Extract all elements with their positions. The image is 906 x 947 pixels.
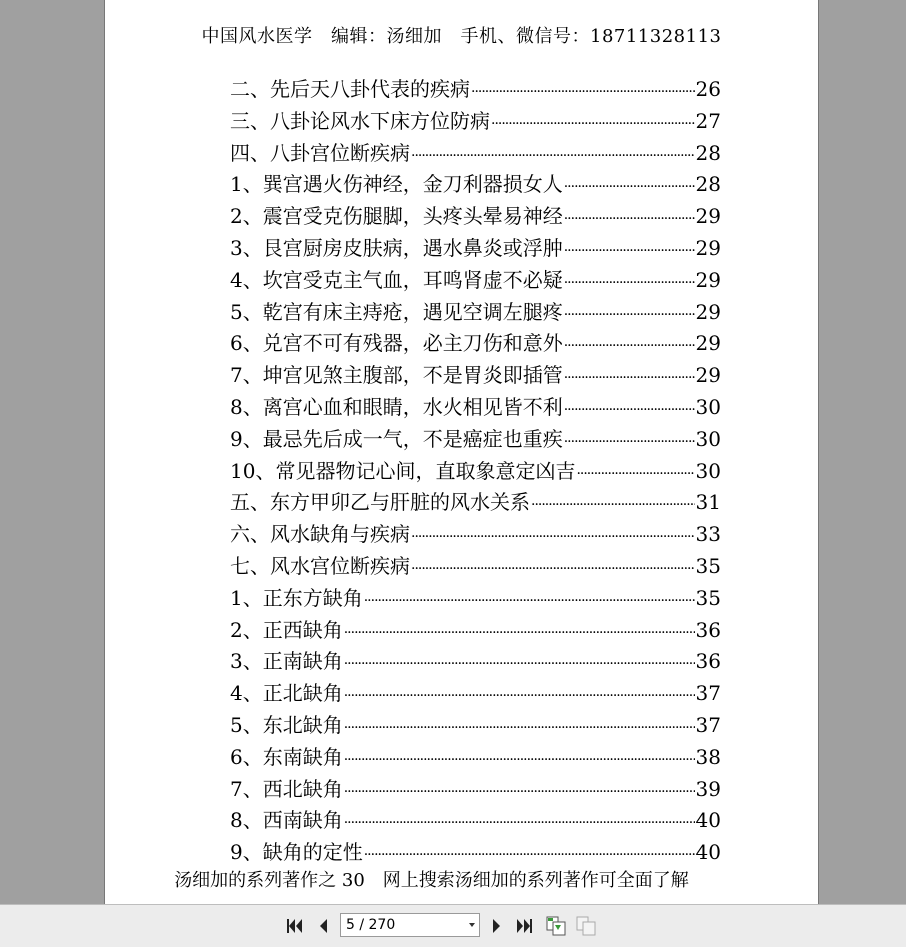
toc-entry-page: 29	[695, 331, 721, 356]
toc-entry[interactable]	[230, 391, 721, 423]
toc-entry-title: 9、最忌先后成一气，不是癌症也重疾	[230, 426, 563, 451]
toc-entry-page: 33	[695, 522, 721, 547]
toc-entry-title: 4、正北缺角	[230, 681, 343, 706]
toc-entry-page: 31	[695, 490, 721, 515]
toc-entry-page: 36	[695, 617, 721, 642]
toc-entry-title: 四、八卦宫位断疾病	[230, 140, 410, 165]
toc-leader-dots	[411, 561, 695, 577]
toc-entry-page: 35	[695, 585, 721, 610]
page-footer: 汤细加的系列著作之 30 网上搜索汤细加的系列著作可全面了解	[174, 870, 689, 891]
toc-entry[interactable]	[230, 232, 721, 264]
toc-leader-dots	[344, 720, 695, 736]
toc-entry-page: 30	[695, 426, 721, 451]
toc-entry[interactable]	[230, 804, 721, 836]
toc-entry-page: 37	[695, 712, 721, 737]
fit-width-button[interactable]	[575, 915, 597, 937]
toc-entry[interactable]	[230, 614, 721, 646]
first-page-button[interactable]	[284, 915, 306, 937]
toc-entry-title: 2、震宫受克伤腿脚，头疼头晕易神经	[230, 204, 563, 229]
next-page-button[interactable]	[486, 915, 508, 937]
toc-entry-page: 29	[695, 267, 721, 292]
toc-leader-dots	[564, 307, 695, 323]
toc-leader-dots	[564, 434, 695, 450]
page-header: 中国风水医学 编辑：汤细加 手机、微信号：18711328113	[201, 26, 722, 47]
toc-leader-dots	[564, 243, 695, 259]
toc-entry-page: 28	[695, 172, 721, 197]
toc-leader-dots	[576, 466, 694, 482]
toc-entry[interactable]	[230, 836, 721, 868]
toc-entry-page: 28	[695, 140, 721, 165]
last-page-button[interactable]	[513, 915, 535, 937]
toc-entry[interactable]	[230, 677, 721, 709]
toc-leader-dots	[564, 402, 695, 418]
toc-entry-title: 六、风水缺角与疾病	[230, 522, 410, 547]
toc-entry[interactable]	[230, 550, 721, 582]
toc-leader-dots	[531, 497, 695, 513]
fit-page-icon	[545, 915, 567, 937]
toc-entry[interactable]	[230, 741, 721, 773]
toc-entry-page: 40	[695, 808, 721, 833]
toc-entry-title: 6、东南缺角	[230, 744, 343, 769]
toc-leader-dots	[564, 211, 695, 227]
toc-entry-title: 五、东方甲卯乙与肝脏的风水关系	[230, 490, 530, 515]
toc-entry[interactable]	[230, 137, 721, 169]
toc-entry-title: 7、西北缺角	[230, 776, 343, 801]
toc-leader-dots	[411, 529, 695, 545]
prev-page-icon	[317, 918, 329, 934]
toc-entry-title: 七、风水宫位断疾病	[230, 553, 410, 578]
toc-entry[interactable]	[230, 486, 721, 518]
toc-entry-title: 8、西南缺角	[230, 808, 343, 833]
toc-leader-dots	[491, 116, 695, 132]
toc-entry-page: 37	[695, 681, 721, 706]
toc-leader-dots	[344, 688, 695, 704]
toc-entry-page: 29	[695, 299, 721, 324]
toc-entry[interactable]	[230, 423, 721, 455]
toc-entry[interactable]	[230, 773, 721, 805]
toc-entry-page: 36	[695, 649, 721, 674]
toc-leader-dots	[344, 656, 695, 672]
document-page	[104, 0, 819, 904]
toc-leader-dots	[344, 625, 695, 641]
toc-entry[interactable]	[230, 645, 721, 677]
toc-leader-dots	[411, 148, 695, 164]
toc-entry-page: 30	[695, 458, 721, 483]
toc-entry-title: 2、正西缺角	[230, 617, 343, 642]
toc-entry[interactable]	[230, 168, 721, 200]
table-of-contents	[230, 73, 721, 868]
toc-entry-page: 29	[695, 204, 721, 229]
toc-entry-page: 30	[695, 394, 721, 419]
toc-entry-page: 29	[695, 235, 721, 260]
toc-entry[interactable]	[230, 264, 721, 296]
toc-entry-title: 三、八卦论风水下床方位防病	[230, 108, 490, 133]
toc-entry-title: 5、东北缺角	[230, 712, 343, 737]
toc-entry[interactable]	[230, 105, 721, 137]
toc-entry[interactable]	[230, 73, 721, 105]
toc-leader-dots	[344, 815, 695, 831]
toc-entry-page: 26	[695, 77, 721, 101]
toc-entry[interactable]	[230, 296, 721, 328]
toc-entry[interactable]	[230, 327, 721, 359]
toc-entry[interactable]	[230, 518, 721, 550]
fit-width-icon	[575, 915, 597, 937]
toc-entry-title: 6、兑宫不可有残器，必主刀伤和意外	[230, 331, 563, 356]
toc-leader-dots	[364, 593, 695, 609]
toc-leader-dots	[344, 784, 695, 800]
toc-leader-dots	[471, 84, 695, 100]
toc-entry-title: 1、正东方缺角	[230, 585, 363, 610]
toc-entry-page: 38	[695, 744, 721, 769]
toc-entry-page: 39	[695, 776, 721, 801]
toc-entry-title: 10、常见器物记心间，直取象意定凶吉	[230, 458, 576, 483]
toc-entry-page: 27	[695, 108, 721, 133]
toc-entry[interactable]	[230, 582, 721, 614]
prev-page-button[interactable]	[312, 915, 334, 937]
chevron-down-icon	[469, 923, 475, 927]
fit-page-button[interactable]	[545, 915, 567, 937]
toc-entry[interactable]	[230, 709, 721, 741]
toc-entry-title: 9、缺角的定性	[230, 840, 363, 865]
toc-entry-page: 35	[695, 553, 721, 578]
first-page-icon	[286, 918, 304, 934]
toc-entry-title: 1、巽宫遇火伤神经，金刀利器损女人	[230, 172, 563, 197]
toc-leader-dots	[344, 752, 695, 768]
viewer-toolbar	[0, 904, 906, 947]
toc-entry-title: 8、离宫心血和眼睛，水火相见皆不利	[230, 394, 563, 419]
toc-leader-dots	[564, 179, 695, 195]
toc-entry[interactable]	[230, 200, 721, 232]
toc-leader-dots	[564, 338, 695, 354]
toc-leader-dots	[364, 847, 695, 863]
toc-entry[interactable]	[230, 359, 721, 391]
toc-entry-title: 二、先后天八卦代表的疾病	[230, 77, 470, 101]
toc-entry-page: 40	[695, 840, 721, 865]
page-indicator: 5 / 270	[346, 917, 396, 933]
toc-entry-title: 4、坎宫受克主气血，耳鸣肾虚不必疑	[230, 267, 563, 292]
toc-entry-title: 5、乾宫有床主痔疮，遇见空调左腿疼	[230, 299, 563, 324]
toc-entry-title: 3、正南缺角	[230, 649, 343, 674]
next-page-icon	[491, 918, 503, 934]
toc-entry-page: 29	[695, 363, 721, 388]
toc-leader-dots	[564, 370, 695, 386]
toc-entry-title: 3、艮宫厨房皮肤病，遇水鼻炎或浮肿	[230, 235, 563, 260]
toc-entry[interactable]	[230, 455, 721, 487]
toc-entry-title: 7、坤宫见煞主腹部，不是胃炎即插管	[230, 363, 563, 388]
last-page-icon	[515, 918, 533, 934]
page-number-select[interactable]	[340, 913, 480, 937]
toc-leader-dots	[564, 275, 695, 291]
